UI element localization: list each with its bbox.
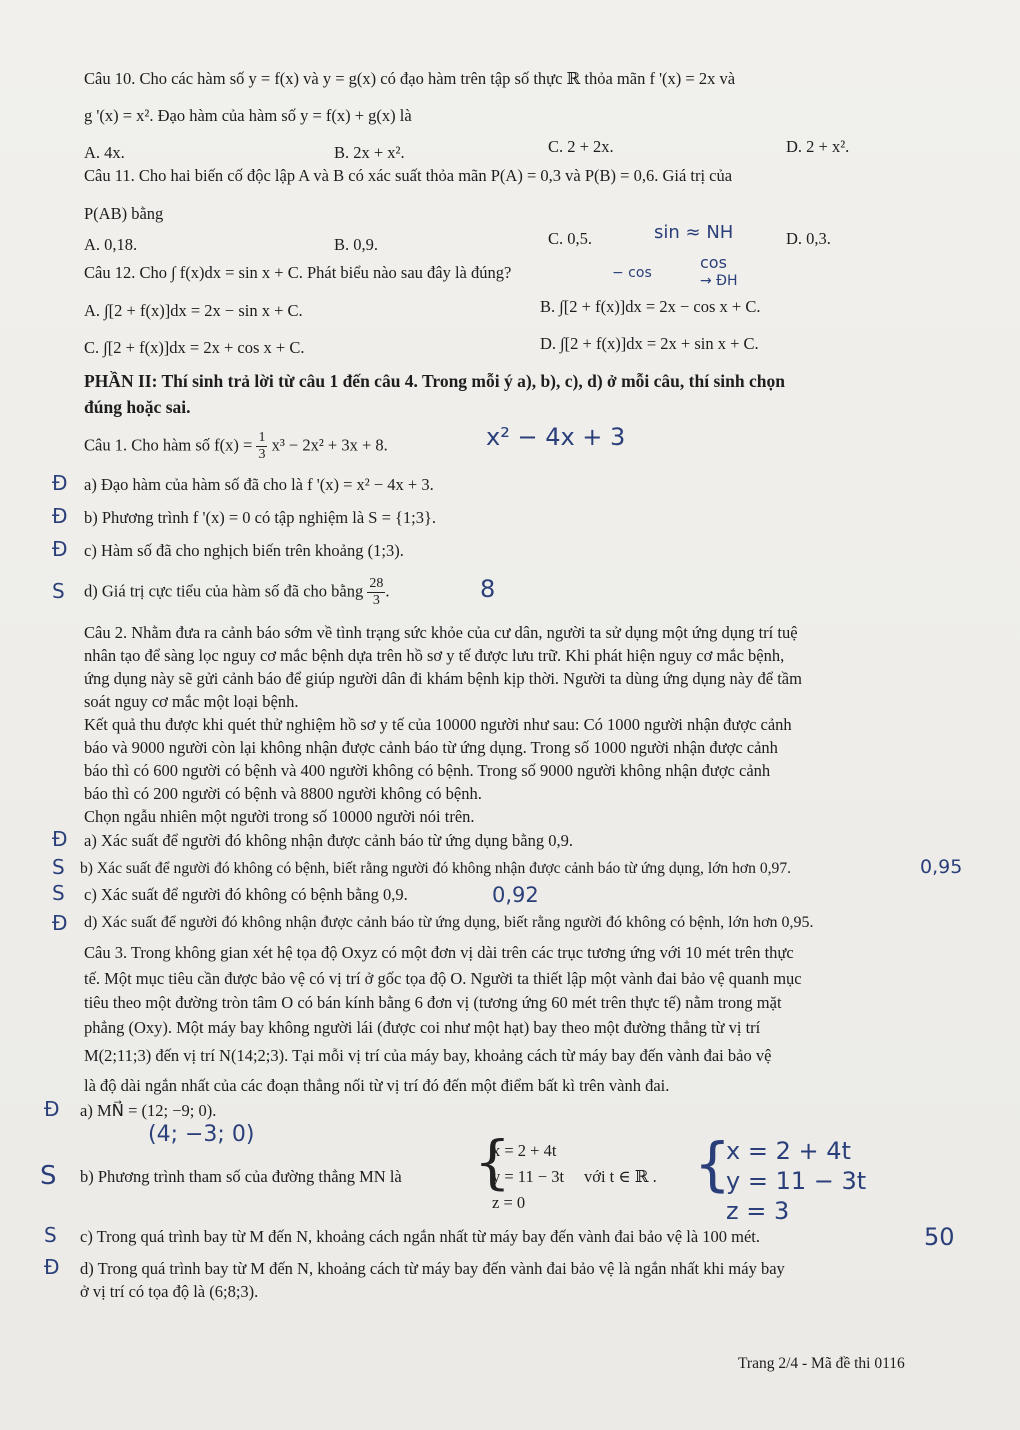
p2q3-d-line1: d) Trong quá trình bay từ M đến N, khoảng cách từ máy bay đến vành đai bảo vệ là ngắn nhất khi máy bay <box>80 1259 785 1278</box>
hw-q2c-note: 0,92 <box>492 883 539 907</box>
q12-option-a: A. ∫[2 + f(x)]dx = 2x − sin x + C. <box>84 301 303 320</box>
p2q2-line4: soát nguy cơ mắc một loại bệnh. <box>84 692 299 711</box>
p2q1-frac-num: 1 <box>258 430 266 445</box>
hw-q1d-mark: S <box>52 579 65 603</box>
p2q3-a: a) MN⃗ = (12; −9; 0). <box>80 1101 217 1120</box>
part2-heading-line1: PHẦN II: Thí sinh trả lời từ câu 1 đến câu 4. Trong mỗi ý a), b), c), d) ở mỗi câu, thí sinh chọn <box>84 371 785 391</box>
p2q3-b-text: b) Phương trình tham số của đường thẳng MN là <box>80 1167 402 1186</box>
q10-line2: g '(x) = x². Đạo hàm của hàm số y = f(x) + g(x) là <box>84 106 412 125</box>
p2q2-line6: báo và 9000 người còn lại không nhận được cảnh báo từ ứng dụng. Trong số 1000 người nhận được cảnh <box>84 738 778 757</box>
p2q3-line4: phẳng (Oxy). Một máy bay không người lái (được coi như một hạt) bay theo một đường thẳng từ vị trí <box>84 1018 761 1037</box>
hw-q2b-note: 0,95 <box>920 856 963 878</box>
p2q1-d-text: d) Giá trị cực tiểu của hàm số đã cho bằng <box>84 581 364 601</box>
hw-q3-sys-3: z = 3 <box>726 1197 790 1225</box>
q12-option-b: B. ∫[2 + f(x)]dx = 2x − cos x + C. <box>540 297 761 316</box>
part2-heading-line2: đúng hoặc sai. <box>84 397 191 417</box>
p2q2-a: a) Xác suất để người đó không nhận được cảnh báo từ ứng dụng bằng 0,9. <box>84 831 573 850</box>
hw-q2c-mark: S <box>52 881 65 905</box>
hw-q1a-mark: Đ <box>52 471 68 495</box>
p2q2-line7: báo thì có 600 người có bệnh và 400 người không có bệnh. Trong số 9000 người không nhận được cảnh <box>84 761 771 780</box>
hw-q1-derivative: x² − 4x + 3 <box>486 423 626 451</box>
q11-option-b: B. 0,9. <box>334 235 379 254</box>
p2q3-line6: là độ dài ngắn nhất của các đoạn thẳng nối từ vị trí đó đến một điểm bất kì trên vành đai. <box>84 1076 670 1095</box>
p2q1-d-post: . <box>385 581 390 601</box>
system-brace: { <box>474 1128 511 1196</box>
hw-q3a-note: (4; −3; 0) <box>148 1122 255 1147</box>
q11-line2: P(AB) bằng <box>84 204 164 223</box>
p2q3-c: c) Trong quá trình bay từ M đến N, khoảng cách ngắn nhất từ máy bay đến vành đai bảo vệ là 100 mét. <box>80 1227 761 1246</box>
hw-q2a-mark: Đ <box>52 827 68 851</box>
hw-q3c-mark: S <box>44 1223 57 1247</box>
hw-q3c-note: 50 <box>924 1223 955 1251</box>
p2q3-sys-3: z = 0 <box>492 1193 526 1212</box>
p2q1-d <box>84 576 390 609</box>
p2q1-d-fraction <box>367 576 385 609</box>
q10-option-c: C. 2 + 2x. <box>548 137 614 156</box>
p2q3-line5: M(2;11;3) đến vị trí N(14;2;3). Tại mỗi vị trí của máy bay, khoảng cách từ máy bay đến vành đai bảo vệ <box>84 1046 772 1065</box>
p2q1-d-num: 28 <box>369 576 384 591</box>
hw-q3d-mark: Đ <box>44 1255 60 1279</box>
p2q2-c: c) Xác suất để người đó không có bệnh bằng 0,9. <box>84 885 408 904</box>
hw-q1c-mark: Đ <box>52 537 68 561</box>
hw-q11-note: sin ≈ NH <box>654 222 734 243</box>
hw-q2b-mark: S <box>52 855 65 879</box>
p2q2-d: d) Xác suất để người đó không nhận được cảnh báo từ ứng dụng, biết rằng người đó không có bệnh, lớn hơn 0,95. <box>84 914 814 931</box>
q10-option-a: A. 4x. <box>84 143 125 162</box>
hw-q3-sys-2: y = 11 − 3t <box>726 1167 867 1195</box>
q12-option-d: D. ∫[2 + f(x)]dx = 2x + sin x + C. <box>540 334 759 353</box>
p2q3-b-post: với t ∈ ℝ . <box>584 1167 657 1186</box>
q10-option-d: D. 2 + x². <box>786 137 850 156</box>
p2q1-stem <box>84 430 388 463</box>
hw-q12-note1: cos <box>700 253 727 272</box>
hw-q3a-mark: Đ <box>44 1097 60 1121</box>
q11-option-d: D. 0,3. <box>786 229 831 248</box>
hw-q3-sys-1: x = 2 + 4t <box>726 1137 851 1165</box>
q12-line1: Câu 12. Cho ∫ f(x)dx = sin x + C. Phát biểu nào sau đây là đúng? <box>84 263 512 282</box>
page-footer: Trang 2/4 - Mã đề thi 0116 <box>738 1355 905 1372</box>
p2q2-line8: báo thì có 200 người có bệnh và 8800 người không có bệnh. <box>84 784 482 803</box>
hw-q1d-note: 8 <box>480 575 496 603</box>
p2q1-a: a) Đạo hàm của hàm số đã cho là f '(x) = x² − 4x + 3. <box>84 475 434 494</box>
p2q2-b: b) Xác suất để người đó không có bệnh, biết rằng người đó không nhận được cảnh báo từ ứng dụng, lớn hơn 0,97. <box>80 860 792 877</box>
q10-line1: Câu 10. Cho các hàm số y = f(x) và y = g(x) có đạo hàm trên tập số thực ℝ thỏa mãn f '(x) = 2x và <box>84 69 736 88</box>
p2q2-line9: Chọn ngẫu nhiên một người trong số 10000 người nói trên. <box>84 807 475 826</box>
p2q3-line2: tế. Một mục tiêu cần được bảo vệ có vị trí ở gốc tọa độ O. Người ta thiết lập một vành đai bảo vệ quanh mục <box>84 969 802 988</box>
p2q2-line1: Câu 2. Nhằm đưa ra cảnh báo sớm về tình trạng sức khỏe của cư dân, người ta sử dụng một ứng dụng trí tuệ <box>84 623 798 642</box>
p2q2-line2: nhân tạo để sàng lọc nguy cơ mắc bệnh dựa trên hồ sơ y tế được lưu trữ. Khi phát hiện nguy cơ mắc bệnh, <box>84 646 785 665</box>
p2q1-b: b) Phương trình f '(x) = 0 có tập nghiệm là S = {1;3}. <box>84 508 437 527</box>
p2q1-d-den: 3 <box>372 593 380 608</box>
p2q3-sys-2: y = 11 − 3t <box>492 1167 565 1186</box>
p2q1-fraction <box>256 430 267 463</box>
p2q3-line1: Câu 3. Trong không gian xét hệ tọa độ Oxyz có một đơn vị dài trên các trục tương ứng với 10 mét trên thực <box>84 943 794 962</box>
hw-q12-note3: − cos <box>612 265 652 281</box>
hw-q1b-mark: Đ <box>52 504 68 528</box>
q12-option-c: C. ∫[2 + f(x)]dx = 2x + cos x + C. <box>84 338 305 357</box>
p2q3-sys-1: x = 2 + 4t <box>492 1141 557 1160</box>
p2q1-stem-pre: Câu 1. Cho hàm số f(x) = <box>84 435 253 455</box>
hw-q3b-mark: S <box>40 1161 57 1191</box>
p2q1-frac-den: 3 <box>258 447 266 462</box>
q10-option-b: B. 2x + x². <box>334 143 405 162</box>
p2q1-stem-post: x³ − 2x² + 3x + 8. <box>271 435 388 455</box>
p2q2-line3: ứng dụng này sẽ gửi cảnh báo để giúp người dân đi khám bệnh kịp thời. Người ta dùng ứng dụng này để tầm <box>84 669 802 688</box>
hw-system-brace: { <box>694 1130 731 1198</box>
hw-q12-note2: → ĐH <box>700 273 738 289</box>
q11-line1: Câu 11. Cho hai biến cố độc lập A và B có xác suất thỏa mãn P(A) = 0,3 và P(B) = 0,6. Giá trị của <box>84 166 733 185</box>
q11-option-a: A. 0,18. <box>84 235 138 254</box>
p2q1-c: c) Hàm số đã cho nghịch biến trên khoảng (1;3). <box>84 541 404 560</box>
hw-q2d-mark: Đ <box>52 911 68 935</box>
p2q2-line5: Kết quả thu được khi quét thử nghiệm hồ sơ y tế của 10000 người như sau: Có 1000 người nhận được cảnh <box>84 715 792 734</box>
p2q3-d-line2: ở vị trí có tọa độ là (6;8;3). <box>80 1282 259 1301</box>
q11-option-c: C. 0,5. <box>548 229 593 248</box>
p2q3-line3: tiêu theo một đường tròn tâm O có bán kính bằng 6 đơn vị (tương ứng 60 mét trên thực tế) nằm trong mặt <box>84 993 782 1012</box>
